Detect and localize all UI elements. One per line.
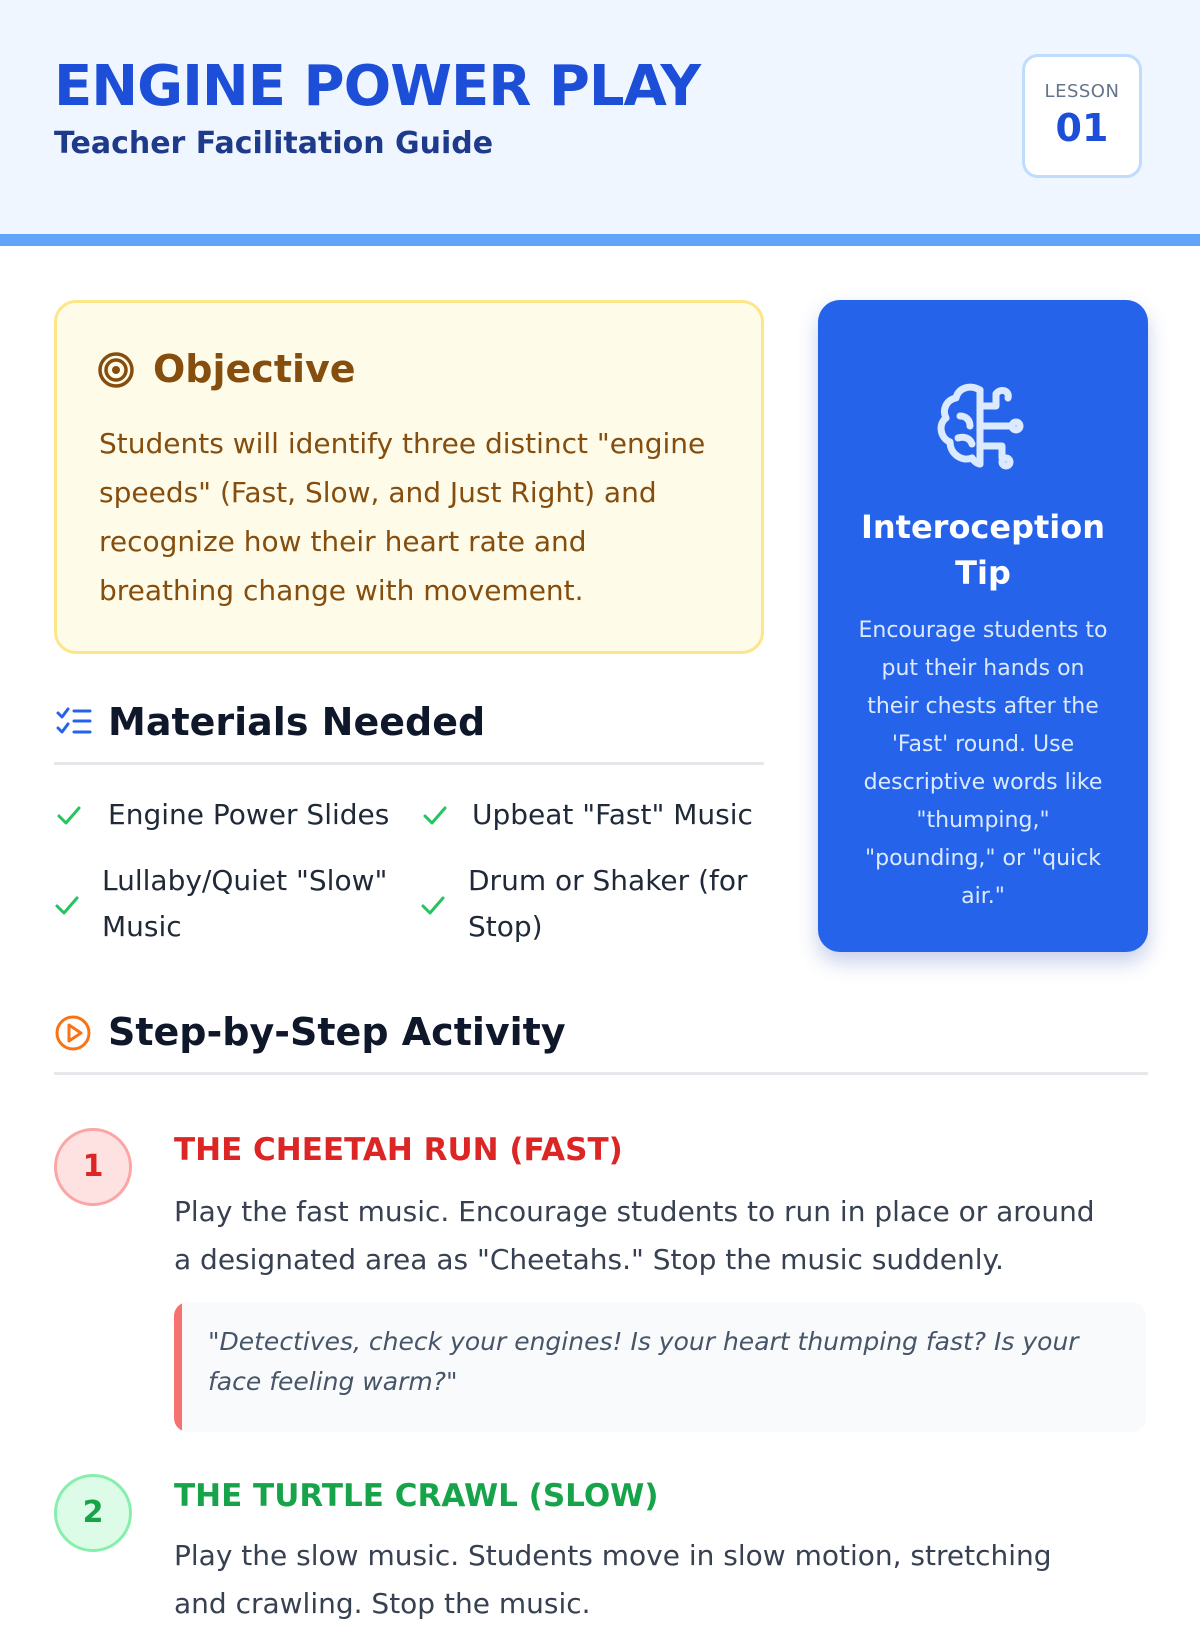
header xyxy=(0,0,1200,246)
activity-heading xyxy=(0,1008,1200,1068)
materials-divider xyxy=(54,762,764,765)
page-subtitle: Teacher Facilitation Guide xyxy=(54,126,494,161)
objective-card xyxy=(54,300,764,654)
step-number: 2 xyxy=(54,1474,132,1552)
interoception-tip-card xyxy=(818,300,1148,952)
step-number: 1 xyxy=(54,1128,132,1206)
step-description: Play the slow music. Students move in slow motion, stretching and crawling. Stop the music. xyxy=(174,1539,1052,1620)
tip-text: Encourage students to put their hands on their chests after the 'Fast' round. Use descriptive words like "thumping," "pounding," or "quick air." xyxy=(858,618,1108,909)
step-description: Play the fast music. Encourage students to run in place or around a designated area as "Cheetahs." Stop the music suddenly. xyxy=(174,1195,1095,1276)
check-icon xyxy=(422,802,448,828)
check-icon xyxy=(420,892,446,918)
page-title: ENGINE POWER PLAY xyxy=(54,54,701,119)
step-title: THE CHEETAH RUN (FAST) xyxy=(174,1132,623,1168)
material-item: Lullaby/Quiet "Slow" Music xyxy=(102,864,388,943)
step-title: THE TURTLE CRAWL (SLOW) xyxy=(174,1478,659,1514)
check-icon xyxy=(56,802,82,828)
quote-text: "Detectives, check your engines! Is your heart thumping fast? Is your face feeling warm?" xyxy=(208,1327,1079,1396)
lesson-label: LESSON xyxy=(1044,81,1120,102)
materials-heading xyxy=(0,698,780,758)
quote-accent-bar xyxy=(174,1302,182,1432)
target-icon xyxy=(97,351,135,389)
lesson-badge xyxy=(1022,54,1142,178)
materials-title: Materials Needed xyxy=(108,700,486,744)
material-item: Upbeat "Fast" Music xyxy=(472,798,753,831)
brain-icon xyxy=(930,376,1030,476)
objective-text: Students will identify three distinct "engine speeds" (Fast, Slow, and Just Right) and recognize how their heart rate and breathing change with movement. xyxy=(99,427,706,607)
check-icon xyxy=(54,892,80,918)
tip-title: Interoception Tip xyxy=(860,508,1106,592)
material-item: Engine Power Slides xyxy=(108,798,390,831)
objective-title: Objective xyxy=(153,347,356,391)
step-quote xyxy=(174,1302,1146,1432)
activity-divider xyxy=(54,1072,1148,1075)
activity-title: Step-by-Step Activity xyxy=(108,1010,566,1054)
material-item: Drum or Shaker (for Stop) xyxy=(468,864,748,943)
lesson-number: 01 xyxy=(1055,106,1109,150)
